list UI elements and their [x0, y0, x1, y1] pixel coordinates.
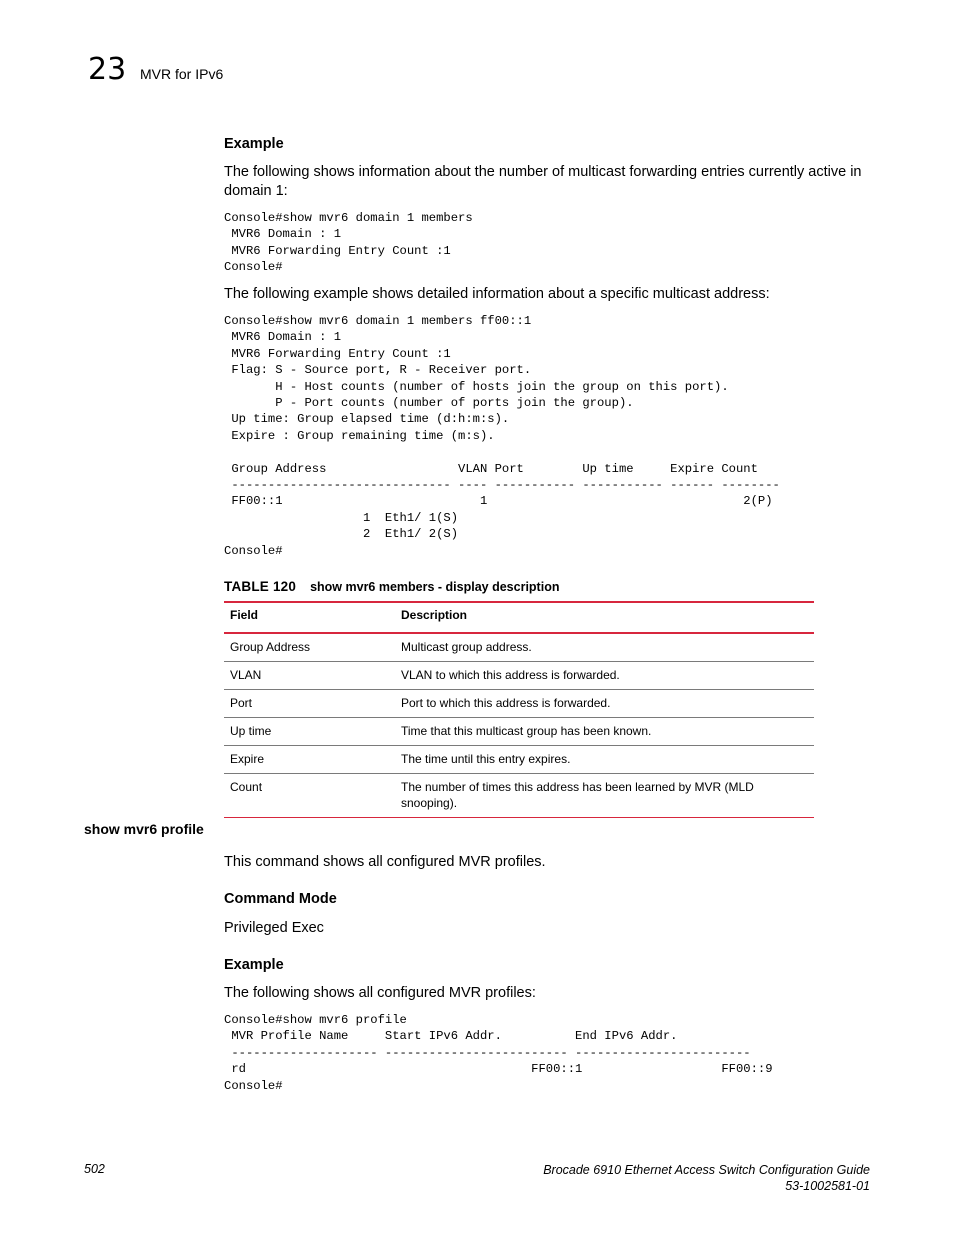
table-row	[224, 690, 814, 718]
field-cell: Port	[224, 690, 395, 718]
header-description: Description	[395, 602, 814, 633]
description-cell: The number of times this address has been learned by MVR (MLD snooping).	[395, 774, 814, 818]
command-mode-value: Privileged Exec	[224, 920, 324, 936]
field-cell: Count	[224, 774, 395, 818]
description-table	[224, 601, 814, 818]
code-block-members: Console#show mvr6 domain 1 members MVR6 Domain : 1 MVR6 Forwarding Entry Count :1 Console#	[224, 211, 473, 275]
code-block-profile: Console#show mvr6 profile MVR Profile Name Start IPv6 Addr. End IPv6 Addr. -------------------- ------------------------- ------------------------ rd FF00::1 FF00::9 Console#	[224, 1013, 773, 1093]
example-heading-2: Example	[224, 957, 284, 973]
command-mode-heading: Command Mode	[224, 891, 337, 907]
table-title: show mvr6 members - display description	[310, 580, 560, 594]
table-row	[224, 774, 814, 818]
field-cell: Expire	[224, 746, 395, 774]
footer-doc-number: 53-1002581-01	[785, 1179, 870, 1193]
page-number: 502	[84, 1162, 105, 1176]
table-row	[224, 746, 814, 774]
footer-doc-title: Brocade 6910 Ethernet Access Switch Configuration Guide	[543, 1163, 870, 1177]
field-cell: Group Address	[224, 633, 395, 662]
description-cell: Multicast group address.	[395, 633, 814, 662]
header-field: Field	[224, 602, 395, 633]
example-intro: The following shows information about the number of multicast forwarding entries currently active in domain 1:	[224, 164, 862, 199]
command-description: This command shows all configured MVR profiles.	[224, 854, 546, 870]
table-row	[224, 718, 814, 746]
field-cell: Up time	[224, 718, 395, 746]
footer-doc-info	[543, 1162, 870, 1194]
field-cell: VLAN	[224, 662, 395, 690]
example-intro-2: The following shows all configured MVR profiles:	[224, 985, 536, 1001]
description-cell: VLAN to which this address is forwarded.	[395, 662, 814, 690]
example-intro-detail: The following example shows detailed information about a specific multicast address:	[224, 286, 770, 302]
description-cell: Port to which this address is forwarded.	[395, 690, 814, 718]
table-row	[224, 633, 814, 662]
table-caption	[224, 579, 559, 594]
section-title: show mvr6 profile	[84, 821, 204, 837]
example-heading: Example	[224, 136, 284, 152]
description-cell: The time until this entry expires.	[395, 746, 814, 774]
chapter-number: 23	[88, 52, 127, 87]
description-cell: Time that this multicast group has been known.	[395, 718, 814, 746]
table-header-row	[224, 602, 814, 633]
table-row	[224, 662, 814, 690]
code-block-member-detail: Console#show mvr6 domain 1 members ff00::1 MVR6 Domain : 1 MVR6 Forwarding Entry Count :1 Flag: S - Source port, R - Receiver port. H - Host counts (number of hosts join the group on this port). P - Port counts (number of ports join the group). Up time: Group elapsed time (d:h:m:s). Expire : Group remaining time (m:s). Group Address VLAN Port Up time Expire Count ------------------------------ ---- ----------- ----------- ------ -------- FF00::1 1 2(P) 1 Eth1/ 1(S) 2 Eth1/ 2(S) Console#	[224, 314, 780, 558]
table-label: TABLE 120	[224, 579, 297, 594]
chapter-title: MVR for IPv6	[140, 66, 224, 82]
